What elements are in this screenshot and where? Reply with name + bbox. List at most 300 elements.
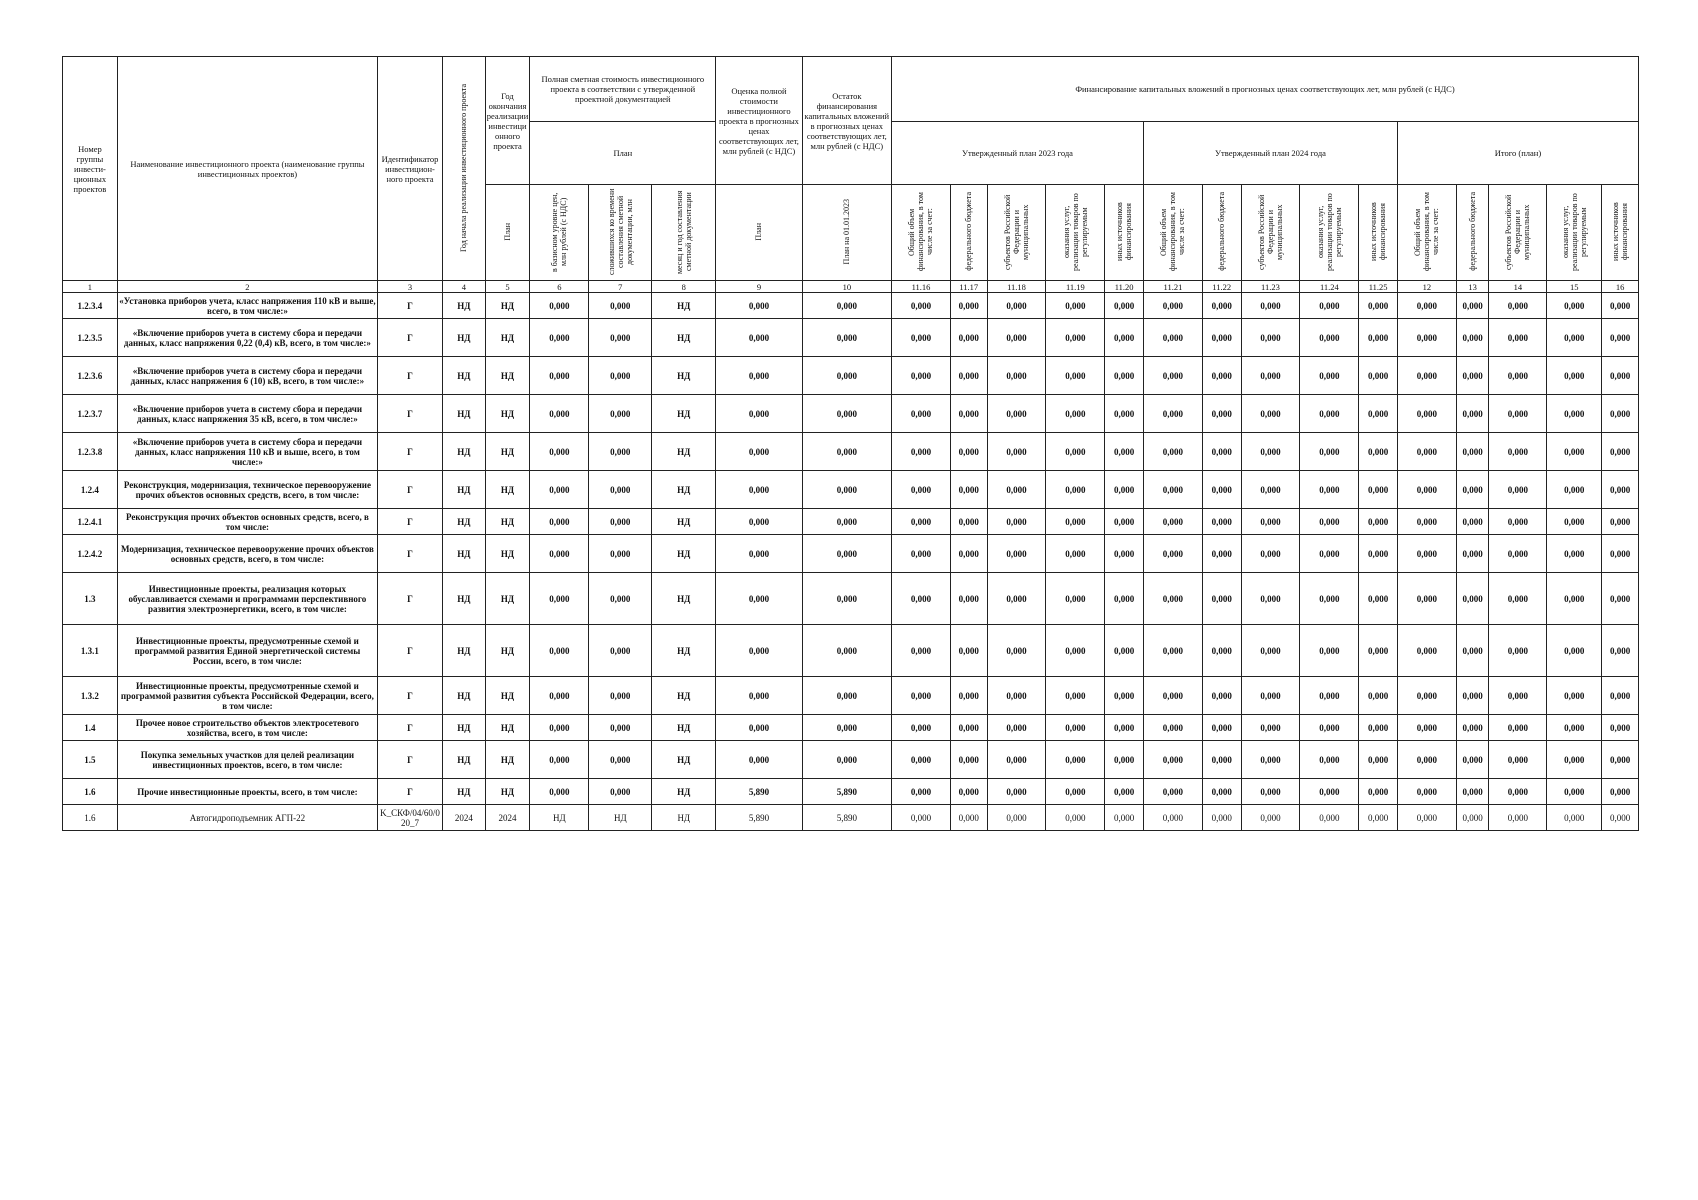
row-cost-base: 0,000: [530, 779, 589, 805]
row-financing-value: 0,000: [987, 535, 1046, 573]
row-financing-value: 0,000: [1202, 395, 1241, 433]
row-financing-value: 0,000: [892, 395, 951, 433]
row-estimate: 5,890: [716, 805, 802, 831]
column-number: 8: [652, 281, 716, 293]
row-end-year: НД: [485, 509, 530, 535]
row-financing-value: 0,000: [1602, 293, 1639, 319]
row-financing-value: 0,000: [1397, 677, 1456, 715]
column-number: 11.21: [1143, 281, 1202, 293]
table-row: [63, 677, 1639, 715]
row-financing-value: 0,000: [1602, 319, 1639, 357]
row-financing-value: 0,000: [1489, 471, 1547, 509]
row-financing-value: 0,000: [1397, 471, 1456, 509]
row-financing-value: 0,000: [950, 805, 987, 831]
row-financing-value: 0,000: [1241, 471, 1300, 509]
row-number: 1.2.3.5: [63, 319, 118, 357]
header-project-name: Наименование инвестиционного проекта (наименование группы инвестиционных проектов): [117, 57, 377, 281]
row-cost-base: 0,000: [530, 357, 589, 395]
row-start-year: НД: [442, 715, 485, 741]
row-end-year: НД: [485, 319, 530, 357]
row-financing-value: 0,000: [1547, 357, 1602, 395]
header-cost-month: [652, 185, 716, 281]
row-financing-value: 0,000: [1359, 319, 1398, 357]
row-cost-month: НД: [652, 805, 716, 831]
row-financing-value: 0,000: [1456, 779, 1489, 805]
header-2023-total: [892, 185, 951, 281]
header-2024-regional-label: субъектов Российской Федерации и муниципальных: [1256, 193, 1284, 270]
row-end-year: НД: [485, 357, 530, 395]
row-identifier: Г: [377, 715, 442, 741]
header-group-number: Номер группы инвести-ционных проектов: [63, 57, 118, 281]
row-financing-value: 0,000: [1241, 535, 1300, 573]
row-remaining: 0,000: [802, 319, 891, 357]
table-row: [63, 357, 1639, 395]
row-cost-base: 0,000: [530, 509, 589, 535]
row-financing-value: 0,000: [1602, 741, 1639, 779]
header-plan-col10: [802, 185, 891, 281]
header-plan-col5-label: План: [503, 222, 512, 241]
row-financing-value: 0,000: [1602, 715, 1639, 741]
row-remaining: 0,000: [802, 741, 891, 779]
row-start-year: НД: [442, 293, 485, 319]
row-financing-value: 0,000: [1046, 677, 1105, 715]
row-financing-value: 0,000: [1456, 535, 1489, 573]
header-itogo-total: [1397, 185, 1456, 281]
header-2024-federal: [1202, 185, 1241, 281]
row-financing-value: 0,000: [1547, 293, 1602, 319]
row-financing-value: 0,000: [1202, 471, 1241, 509]
row-financing-value: 0,000: [1202, 779, 1241, 805]
header-plan-2024: Утвержденный план 2024 года: [1143, 122, 1397, 185]
row-estimate: 0,000: [716, 433, 802, 471]
row-financing-value: 0,000: [1143, 509, 1202, 535]
header-cost-current-label: сложившихся ко времени составления сметной документации, млн: [606, 188, 634, 275]
column-number: 10: [802, 281, 891, 293]
row-number: 1.2.3.6: [63, 357, 118, 395]
row-project-name: Прочие инвестиционные проекты, всего, в том числе:: [117, 779, 377, 805]
table-row: [63, 293, 1639, 319]
row-financing-value: 0,000: [1489, 319, 1547, 357]
row-financing-value: 0,000: [1241, 357, 1300, 395]
header-2023-other: [1105, 185, 1144, 281]
row-financing-value: 0,000: [1046, 741, 1105, 779]
row-financing-value: 0,000: [1046, 715, 1105, 741]
row-number: 1.2.4.2: [63, 535, 118, 573]
row-financing-value: 0,000: [1359, 471, 1398, 509]
row-financing-value: 0,000: [950, 357, 987, 395]
row-financing-value: 0,000: [1143, 677, 1202, 715]
row-financing-value: 0,000: [1602, 357, 1639, 395]
row-financing-value: 0,000: [1359, 433, 1398, 471]
row-financing-value: 0,000: [1046, 573, 1105, 625]
row-financing-value: 0,000: [1105, 509, 1144, 535]
row-start-year: НД: [442, 395, 485, 433]
row-cost-current: 0,000: [589, 677, 652, 715]
column-number: 11.17: [950, 281, 987, 293]
row-financing-value: 0,000: [1456, 677, 1489, 715]
row-financing-value: 0,000: [1397, 535, 1456, 573]
row-start-year: НД: [442, 433, 485, 471]
row-project-name: «Включение приборов учета в систему сбора и передачи данных, класс напряжения 6 (10) кВ, всего, в том числе:»: [117, 357, 377, 395]
row-financing-value: 0,000: [1489, 573, 1547, 625]
row-financing-value: 0,000: [1397, 357, 1456, 395]
row-remaining: 0,000: [802, 677, 891, 715]
header-itogo-federal-label: федерального бюджета: [1468, 192, 1478, 271]
header-remaining: Остаток финансирования капитальных вложений в прогнозных ценах соответствующих лет, млн рублей (с НДС): [802, 57, 891, 185]
header-total-plan: Итого (план): [1397, 122, 1638, 185]
row-financing-value: 0,000: [1300, 573, 1359, 625]
row-identifier: Г: [377, 319, 442, 357]
row-project-name: «Включение приборов учета в систему сбора и передачи данных, класс напряжения 0,22 (0,4) кВ, всего, в том числе:»: [117, 319, 377, 357]
row-identifier: Г: [377, 779, 442, 805]
row-financing-value: 0,000: [1105, 293, 1144, 319]
row-financing-value: 0,000: [1456, 293, 1489, 319]
row-financing-value: 0,000: [892, 471, 951, 509]
row-financing-value: 0,000: [1397, 805, 1456, 831]
row-financing-value: 0,000: [892, 625, 951, 677]
financing-table: [62, 56, 1639, 831]
row-financing-value: 0,000: [1547, 805, 1602, 831]
row-financing-value: 0,000: [1456, 357, 1489, 395]
row-project-name: Модернизация, техническое перевооружение прочих объектов основных средств, всего, в том числе:: [117, 535, 377, 573]
row-start-year: НД: [442, 319, 485, 357]
row-financing-value: 0,000: [1547, 509, 1602, 535]
row-start-year: НД: [442, 573, 485, 625]
row-financing-value: 0,000: [1602, 677, 1639, 715]
row-financing-value: 0,000: [950, 319, 987, 357]
row-financing-value: 0,000: [1489, 433, 1547, 471]
row-project-name: «Включение приборов учета в систему сбора и передачи данных, класс напряжения 35 кВ, всего, в том числе:»: [117, 395, 377, 433]
row-financing-value: 0,000: [950, 625, 987, 677]
row-financing-value: 0,000: [1397, 741, 1456, 779]
column-number: 11.16: [892, 281, 951, 293]
header-itogo-total-label: Общий объем финансирования, в том числе за счет:: [1413, 192, 1441, 271]
row-cost-base: 0,000: [530, 741, 589, 779]
row-financing-value: 0,000: [1456, 573, 1489, 625]
row-financing-value: 0,000: [950, 471, 987, 509]
row-number: 1.3.1: [63, 625, 118, 677]
row-project-name: Инвестиционные проекты, предусмотренные схемой и программой развития субъекта Российской Федерации, всего, в том числе:: [117, 677, 377, 715]
row-financing-value: 0,000: [1241, 625, 1300, 677]
row-financing-value: 0,000: [1241, 677, 1300, 715]
row-project-name: Покупка земельных участков для целей реализации инвестиционных проектов, всего, в том числе:: [117, 741, 377, 779]
row-project-name: Реконструкция, модернизация, техническое перевооружение прочих объектов основных средств, всего, в том числе:: [117, 471, 377, 509]
row-estimate: 0,000: [716, 535, 802, 573]
row-financing-value: 0,000: [892, 573, 951, 625]
row-cost-base: 0,000: [530, 319, 589, 357]
row-number: 1.6: [63, 779, 118, 805]
row-cost-month: НД: [652, 433, 716, 471]
header-2024-other: [1359, 185, 1398, 281]
table-row: [63, 741, 1639, 779]
row-cost-base: 0,000: [530, 433, 589, 471]
row-cost-base: 0,000: [530, 293, 589, 319]
row-financing-value: 0,000: [987, 293, 1046, 319]
header-2024-services-label: оказания услуг, реализации товаров по регулируемым: [1315, 192, 1343, 271]
row-financing-value: 0,000: [892, 535, 951, 573]
row-financing-value: 0,000: [1489, 293, 1547, 319]
header-2023-other-label: иных источников финансирования: [1115, 202, 1134, 261]
row-financing-value: 0,000: [1456, 395, 1489, 433]
row-financing-value: 0,000: [1241, 319, 1300, 357]
row-remaining: 0,000: [802, 715, 891, 741]
row-financing-value: 0,000: [1359, 677, 1398, 715]
row-cost-base: 0,000: [530, 573, 589, 625]
row-financing-value: 0,000: [1602, 805, 1639, 831]
row-identifier: K_СКФ/04/60/020_7: [377, 805, 442, 831]
row-financing-value: 0,000: [1489, 741, 1547, 779]
row-cost-month: НД: [652, 741, 716, 779]
row-end-year: НД: [485, 573, 530, 625]
row-financing-value: 0,000: [950, 573, 987, 625]
column-number: 16: [1602, 281, 1639, 293]
header-2023-regional: [987, 185, 1046, 281]
row-financing-value: 0,000: [1143, 715, 1202, 741]
row-financing-value: 0,000: [1602, 535, 1639, 573]
table-row: [63, 319, 1639, 357]
row-financing-value: 0,000: [1143, 293, 1202, 319]
row-financing-value: 0,000: [1397, 509, 1456, 535]
row-financing-value: 0,000: [1300, 677, 1359, 715]
row-financing-value: 0,000: [1143, 357, 1202, 395]
row-cost-base: 0,000: [530, 625, 589, 677]
header-financing: Финансирование капитальных вложений в прогнозных ценах соответствующих лет, млн рублей (с НДС): [892, 57, 1639, 122]
table-row: [63, 471, 1639, 509]
row-estimate: 0,000: [716, 509, 802, 535]
column-number: 11.20: [1105, 281, 1144, 293]
row-financing-value: 0,000: [1489, 805, 1547, 831]
row-financing-value: 0,000: [1397, 293, 1456, 319]
row-financing-value: 0,000: [1105, 715, 1144, 741]
row-financing-value: 0,000: [1105, 779, 1144, 805]
row-financing-value: 0,000: [1105, 625, 1144, 677]
row-start-year: НД: [442, 625, 485, 677]
row-estimate: 0,000: [716, 715, 802, 741]
header-estimate-full: Оценка полной стоимости инвестиционного проекта в прогнозных ценах соответствующих лет, млн рублей (с НДС): [716, 57, 802, 185]
header-2024-regional: [1241, 185, 1300, 281]
row-project-name: Инвестиционные проекты, реализация которых обуславливается схемами и программами перспективного развития электроэнергетики, всего, в том числе:: [117, 573, 377, 625]
row-financing-value: 0,000: [892, 715, 951, 741]
row-number: 1.6: [63, 805, 118, 831]
table-row: [63, 715, 1639, 741]
row-financing-value: 0,000: [1456, 433, 1489, 471]
row-number: 1.4: [63, 715, 118, 741]
row-financing-value: 0,000: [1456, 471, 1489, 509]
table-row: [63, 805, 1639, 831]
row-project-name: Инвестиционные проекты, предусмотренные схемой и программой развития Единой энергетической системы России, всего, в том числе:: [117, 625, 377, 677]
row-financing-value: 0,000: [1143, 779, 1202, 805]
row-financing-value: 0,000: [1547, 433, 1602, 471]
row-financing-value: 0,000: [1602, 471, 1639, 509]
row-cost-current: 0,000: [589, 433, 652, 471]
header-identifier: Идентификатор инвестицион-ного проекта: [377, 57, 442, 281]
row-financing-value: 0,000: [1359, 779, 1398, 805]
row-financing-value: 0,000: [950, 779, 987, 805]
column-number-row: [63, 281, 1639, 293]
row-financing-value: 0,000: [1143, 395, 1202, 433]
row-cost-month: НД: [652, 779, 716, 805]
row-financing-value: 0,000: [1456, 741, 1489, 779]
row-financing-value: 0,000: [1397, 715, 1456, 741]
row-end-year: НД: [485, 535, 530, 573]
row-cost-base: 0,000: [530, 535, 589, 573]
row-financing-value: 0,000: [1489, 715, 1547, 741]
row-estimate: 0,000: [716, 625, 802, 677]
row-cost-base: 0,000: [530, 395, 589, 433]
row-financing-value: 0,000: [1397, 625, 1456, 677]
row-cost-current: 0,000: [589, 715, 652, 741]
row-financing-value: 0,000: [1143, 625, 1202, 677]
row-financing-value: 0,000: [1241, 573, 1300, 625]
row-cost-month: НД: [652, 625, 716, 677]
row-financing-value: 0,000: [1300, 433, 1359, 471]
header-plan-col5: [485, 185, 530, 281]
row-financing-value: 0,000: [892, 741, 951, 779]
row-identifier: Г: [377, 509, 442, 535]
row-financing-value: 0,000: [1202, 509, 1241, 535]
row-financing-value: 0,000: [1359, 715, 1398, 741]
row-financing-value: 0,000: [1397, 779, 1456, 805]
header-cost-month-label: месяц и год составления сметной документации: [674, 189, 693, 274]
row-financing-value: 0,000: [892, 293, 951, 319]
row-financing-value: 0,000: [1602, 625, 1639, 677]
row-financing-value: 0,000: [1241, 805, 1300, 831]
header-2024-total: [1143, 185, 1202, 281]
row-financing-value: 0,000: [950, 535, 987, 573]
row-financing-value: 0,000: [1046, 625, 1105, 677]
row-financing-value: 0,000: [1202, 433, 1241, 471]
row-cost-month: НД: [652, 677, 716, 715]
row-financing-value: 0,000: [1489, 395, 1547, 433]
row-financing-value: 0,000: [987, 741, 1046, 779]
column-number: 1: [63, 281, 118, 293]
row-financing-value: 0,000: [1241, 433, 1300, 471]
row-start-year: 2024: [442, 805, 485, 831]
row-start-year: НД: [442, 741, 485, 779]
row-start-year: НД: [442, 779, 485, 805]
column-number: 11.22: [1202, 281, 1241, 293]
column-number: 13: [1456, 281, 1489, 293]
row-financing-value: 0,000: [1046, 535, 1105, 573]
row-financing-value: 0,000: [1359, 741, 1398, 779]
row-cost-month: НД: [652, 715, 716, 741]
header-itogo-regional: [1489, 185, 1547, 281]
row-cost-month: НД: [652, 573, 716, 625]
row-remaining: 5,890: [802, 805, 891, 831]
row-financing-value: 0,000: [1143, 741, 1202, 779]
row-financing-value: 0,000: [987, 319, 1046, 357]
column-number: 14: [1489, 281, 1547, 293]
header-plan-col10-label: План на 01.01.2023: [842, 198, 852, 265]
row-identifier: Г: [377, 433, 442, 471]
row-cost-current: 0,000: [589, 779, 652, 805]
row-financing-value: 0,000: [1547, 741, 1602, 779]
row-project-name: «Включение приборов учета в систему сбора и передачи данных, класс напряжения 110 кВ и выше, всего, в том числе:»: [117, 433, 377, 471]
row-financing-value: 0,000: [1202, 293, 1241, 319]
row-estimate: 5,890: [716, 779, 802, 805]
row-financing-value: 0,000: [1397, 433, 1456, 471]
row-financing-value: 0,000: [1547, 395, 1602, 433]
row-estimate: 0,000: [716, 573, 802, 625]
row-financing-value: 0,000: [1359, 535, 1398, 573]
row-cost-month: НД: [652, 357, 716, 395]
row-financing-value: 0,000: [950, 433, 987, 471]
row-financing-value: 0,000: [1105, 741, 1144, 779]
row-financing-value: 0,000: [1300, 293, 1359, 319]
row-financing-value: 0,000: [950, 677, 987, 715]
row-cost-month: НД: [652, 535, 716, 573]
column-number: 11.18: [987, 281, 1046, 293]
row-financing-value: 0,000: [1143, 535, 1202, 573]
header-itogo-regional-label: субъектов Российской Федерации и муниципальных: [1504, 193, 1532, 270]
row-financing-value: 0,000: [1046, 395, 1105, 433]
table-row: [63, 433, 1639, 471]
row-financing-value: 0,000: [1489, 357, 1547, 395]
column-number: 11.24: [1300, 281, 1359, 293]
row-financing-value: 0,000: [1359, 573, 1398, 625]
row-number: 1.2.3.4: [63, 293, 118, 319]
row-financing-value: 0,000: [1241, 395, 1300, 433]
row-identifier: Г: [377, 535, 442, 573]
row-financing-value: 0,000: [1202, 573, 1241, 625]
header-plan-col9-label: План: [754, 222, 764, 241]
row-financing-value: 0,000: [1202, 677, 1241, 715]
row-start-year: НД: [442, 471, 485, 509]
row-financing-value: 0,000: [1300, 805, 1359, 831]
row-end-year: НД: [485, 395, 530, 433]
row-financing-value: 0,000: [892, 509, 951, 535]
row-financing-value: 0,000: [1202, 357, 1241, 395]
row-number: 1.5: [63, 741, 118, 779]
row-cost-current: 0,000: [589, 573, 652, 625]
column-number: 6: [530, 281, 589, 293]
row-financing-value: 0,000: [1456, 319, 1489, 357]
row-identifier: Г: [377, 395, 442, 433]
row-estimate: 0,000: [716, 395, 802, 433]
row-financing-value: 0,000: [1105, 433, 1144, 471]
column-number: 4: [442, 281, 485, 293]
row-financing-value: 0,000: [1456, 715, 1489, 741]
header-2023-services-label: оказания услуг, реализации товаров по регулируемым: [1061, 192, 1089, 271]
column-number: 3: [377, 281, 442, 293]
header-cost-current: [589, 185, 652, 281]
table-row: [63, 395, 1639, 433]
header-cost-base-label: в базисном уровне цен, млн рублей (с НДС): [550, 191, 569, 272]
row-identifier: Г: [377, 625, 442, 677]
table-row: [63, 535, 1639, 573]
row-identifier: Г: [377, 293, 442, 319]
row-financing-value: 0,000: [1359, 805, 1398, 831]
row-financing-value: 0,000: [987, 471, 1046, 509]
header-itogo-federal: [1456, 185, 1489, 281]
row-end-year: НД: [485, 715, 530, 741]
row-financing-value: 0,000: [1359, 395, 1398, 433]
row-financing-value: 0,000: [987, 509, 1046, 535]
row-cost-month: НД: [652, 293, 716, 319]
row-financing-value: 0,000: [1241, 715, 1300, 741]
row-start-year: НД: [442, 535, 485, 573]
header-2023-services: [1046, 185, 1105, 281]
row-end-year: НД: [485, 293, 530, 319]
row-financing-value: 0,000: [1105, 677, 1144, 715]
row-number: 1.3: [63, 573, 118, 625]
row-cost-base: 0,000: [530, 471, 589, 509]
row-financing-value: 0,000: [1456, 805, 1489, 831]
row-financing-value: 0,000: [987, 395, 1046, 433]
row-financing-value: 0,000: [1547, 319, 1602, 357]
row-financing-value: 0,000: [1397, 319, 1456, 357]
row-cost-base: 0,000: [530, 677, 589, 715]
